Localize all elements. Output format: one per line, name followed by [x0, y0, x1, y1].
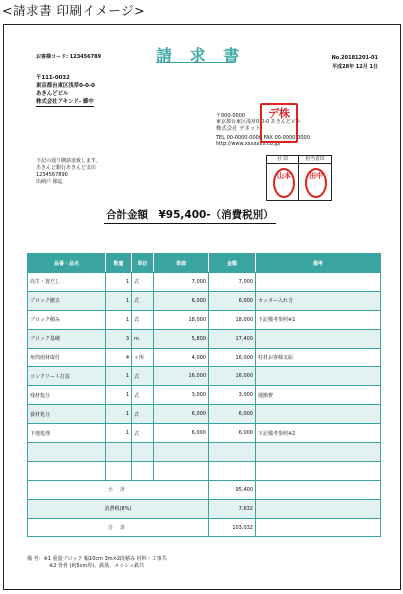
recipient-postal: 〒111-0032 [36, 75, 70, 81]
cell-note [256, 273, 381, 292]
cell-amount: 16,000 [209, 367, 256, 386]
customer-code: お客様コード: 123456789 [36, 54, 102, 60]
column-header: 備考 [256, 254, 381, 273]
cell-note: 下記備考参照※1 [256, 310, 381, 329]
issuer-tel: TEL 00-0000-0000 FAX 00-0000-0000 [216, 135, 310, 141]
column-header: 金額 [209, 254, 256, 273]
cell-name: ブロック撤去 [28, 291, 106, 310]
issuer-postal: 〒000-0000 [216, 113, 246, 119]
total-row [28, 518, 381, 537]
subtotal-label: 小 計 [28, 480, 209, 499]
cell-name: 高生・置だし [28, 273, 106, 292]
column-header: 品番・品名 [28, 254, 106, 273]
total-amount-heading: 合計金額 ¥95,400-（消費税別） [104, 207, 276, 224]
table-row [28, 329, 381, 348]
cell-unit: ヶ所 [132, 348, 154, 367]
cell-qty [106, 443, 132, 462]
recipient-address: 東京都台東区浅草0-0-0 [36, 83, 95, 89]
invoice-date: 平成28年 12月 1日 [332, 64, 378, 70]
table-row [28, 424, 381, 443]
table-row [28, 443, 381, 462]
cell-qty: 1 [106, 367, 132, 386]
seal-header-company: 社 印 [267, 156, 299, 164]
tax-value: 7,632 [209, 499, 256, 518]
company-stamp: デ株 [260, 103, 298, 143]
cell-qty [106, 461, 132, 480]
cell-name [28, 461, 106, 480]
cell-price [154, 443, 209, 462]
cell-note: カッター入れ含 [256, 291, 381, 310]
subtotal-note-cell [256, 480, 381, 499]
page-caption: <請求書 印刷イメージ> [2, 3, 146, 18]
cell-qty: 4 [106, 348, 132, 367]
seal-box [266, 155, 332, 201]
cell-unit [132, 443, 154, 462]
cell-amount: 16,000 [209, 348, 256, 367]
invoice-sheet [3, 24, 401, 590]
total-note-cell [256, 518, 381, 537]
cell-unit: 式 [132, 424, 154, 443]
cell-unit: 式 [132, 310, 154, 329]
cell-name [28, 443, 106, 462]
cell-unit [132, 461, 154, 480]
cell-name: ブロック積み [28, 310, 106, 329]
seal-divider [298, 164, 299, 200]
request-line: 出納戸 様迄 [36, 179, 63, 185]
cell-amount: 18,000 [209, 310, 256, 329]
cell-price: 6,000 [154, 291, 209, 310]
cell-note [256, 367, 381, 386]
remarks [27, 556, 167, 570]
cell-price: 6,000 [154, 405, 209, 424]
cell-unit: 式 [132, 367, 154, 386]
tax-row [28, 499, 381, 518]
cell-note [256, 461, 381, 480]
subtotal-row [28, 480, 381, 499]
table-row [28, 386, 381, 405]
total-value: 103,032 [209, 518, 256, 537]
cell-qty: 1 [106, 424, 132, 443]
cell-note [256, 405, 381, 424]
table-row [28, 461, 381, 480]
cell-qty: 1 [106, 291, 132, 310]
tax-label: 消費税(8%) [28, 499, 209, 518]
remark-line: 備 考：※1 重量ブロック 幅10cm 3m×2段積み 材料・工事共 [27, 556, 167, 562]
cell-price: 3,000 [154, 386, 209, 405]
total-label: 合 計 [28, 518, 209, 537]
cell-qty: 1 [106, 273, 132, 292]
column-header: 単価 [154, 254, 209, 273]
cell-note: 下記備考参照※2 [256, 424, 381, 443]
cell-price: 7,000 [154, 273, 209, 292]
cell-amount: 6,000 [209, 424, 256, 443]
table-row [28, 348, 381, 367]
cell-unit: 式 [132, 405, 154, 424]
title-underline [156, 62, 234, 63]
remark-line: ※2 骨骨 (約5cm厚)、鉄筋、メッシュ鉄共 [49, 563, 145, 569]
cell-price: 16,000 [154, 367, 209, 386]
cell-name: ブロック基礎 [28, 329, 106, 348]
cell-qty: 1 [106, 405, 132, 424]
cell-qty: 1 [106, 310, 132, 329]
cell-price: 4,000 [154, 348, 209, 367]
cell-note: 柱材お客様支給 [256, 348, 381, 367]
cell-name: 下地処理 [28, 424, 106, 443]
issuer-url: http://www.xxxxxxx.co.jp/ [216, 141, 281, 147]
seal-header-staff: 担当者印 [299, 156, 331, 164]
cell-amount [209, 461, 256, 480]
items-table [27, 253, 381, 537]
cell-qty: 1 [106, 386, 132, 405]
recipient-company: 株式会社アキンド- 御中 [36, 99, 94, 105]
cell-amount: 6,000 [209, 291, 256, 310]
recipient-building: あきんどビル [36, 91, 69, 97]
table-row [28, 405, 381, 424]
cell-name: コンクリート打設 [28, 367, 106, 386]
cell-unit: m [132, 329, 154, 348]
cell-amount: 7,000 [209, 273, 256, 292]
cell-name: 角筒雨材取付 [28, 348, 106, 367]
invoice-title: 請 求 書 [156, 46, 246, 65]
table-row [28, 367, 381, 386]
cell-unit: 式 [132, 273, 154, 292]
cell-price: 5,800 [154, 329, 209, 348]
cell-unit: 式 [132, 386, 154, 405]
request-line: あきんど銀行あきんど支店 [36, 165, 97, 171]
cell-price: 18,000 [154, 310, 209, 329]
cell-qty: 3 [106, 329, 132, 348]
table-row [28, 310, 381, 329]
table-row [28, 273, 381, 292]
cell-note: 運搬費 [256, 386, 381, 405]
cell-amount: 6,000 [209, 405, 256, 424]
tax-note-cell [256, 499, 381, 518]
column-header: 単位 [132, 254, 154, 273]
cell-note [256, 329, 381, 348]
seal-stamp-company: 山本 [273, 168, 295, 198]
cell-name: 残材処分 [28, 386, 106, 405]
request-line: 下記の通り御請求致します。 [36, 158, 101, 164]
seal-stamp-staff: 田中 [305, 168, 327, 198]
issuer-address: 東京都台東区浅草0-0-0 あきんどビル [216, 119, 301, 125]
cell-name: 養材処分 [28, 405, 106, 424]
cell-amount: 3,000 [209, 386, 256, 405]
request-line: 1234567890 [36, 172, 68, 178]
cell-amount [209, 443, 256, 462]
invoice-number: No.20181201-01 [331, 55, 378, 61]
subtotal-value: 95,400 [209, 480, 256, 499]
cell-amount: 17,400 [209, 329, 256, 348]
cell-unit: 式 [132, 291, 154, 310]
cell-note [256, 443, 381, 462]
column-header: 数量 [106, 254, 132, 273]
cell-price [154, 461, 209, 480]
table-row [28, 291, 381, 310]
issuer-company: 株式会社 デネット [216, 126, 261, 132]
table-header-row [28, 254, 381, 273]
cell-price: 6,000 [154, 424, 209, 443]
